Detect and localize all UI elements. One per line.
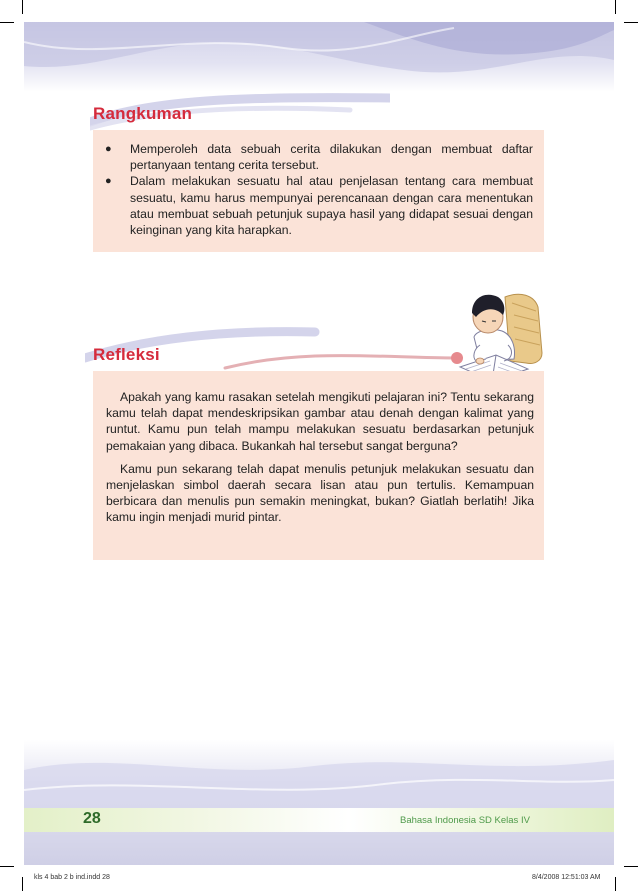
crop-mark <box>22 877 23 891</box>
print-slug-file: kls 4 bab 2 b ind.indd 28 <box>34 874 110 881</box>
crop-mark <box>615 0 616 14</box>
crop-mark <box>0 22 14 23</box>
refleksi-paragraph: Kamu pun sekarang telah dapat menulis petunjuk melakukan sesuatu dan menjelaskan simbol daerah secara lisan atau pun tertulis. Kemampuan berbicara dan menulis pun semakin meningkat, bukan? Giatlah berlatih! Jika kamu ingin menjadi murid pintar. <box>106 461 534 525</box>
refleksi-paragraph: Apakah yang kamu rasakan setelah mengikuti pelajaran ini? Tentu sekarang kamu telah dapat mendeskripsikan gambar atau denah dengan kalimat yang runtut. Kamu pun telah mampu melakukan sesuatu berdasarkan petunjuk pemakaian yang dibaca. Bukankah hal tersebut sangat berguna? <box>106 390 534 453</box>
rangkuman-item-text: Dalam melakukan sesuatu hal atau penjelasan tentang cara membuat sesuatu, kamu harus mempunyai perencanaan dengan cara menentukan atau membuat sebuah petunjuk supaya hasil yang didapat sesuai dengan keinginan yang kita harapkan. <box>130 174 533 238</box>
footer-book-title: Bahasa Indonesia SD Kelas IV <box>400 815 530 826</box>
bottom-wave-decoration <box>24 740 614 810</box>
crop-mark <box>624 866 638 867</box>
crop-mark <box>0 866 14 867</box>
rangkuman-title: Rangkuman <box>93 104 193 123</box>
page-number: 28 <box>83 810 101 827</box>
crop-mark <box>624 22 638 23</box>
rangkuman-list <box>105 141 533 238</box>
bullet-icon: ● <box>105 143 112 155</box>
list-item <box>105 173 533 238</box>
print-slug-timestamp: 8/4/2008 12:51:03 AM <box>532 874 601 881</box>
boy-reading-illustration <box>450 285 545 385</box>
rangkuman-item-text: Memperoleh data sebuah cerita dilakukan dengan membuat daftar pertanyaan tentang cerita tersebut. <box>130 142 533 173</box>
top-wave-decoration <box>24 22 614 92</box>
refleksi-title: Refleksi <box>93 345 160 364</box>
crop-mark <box>615 877 616 891</box>
crop-mark <box>22 0 23 14</box>
refleksi-text <box>106 389 534 533</box>
bullet-icon: ● <box>105 175 112 188</box>
list-item <box>105 141 533 173</box>
